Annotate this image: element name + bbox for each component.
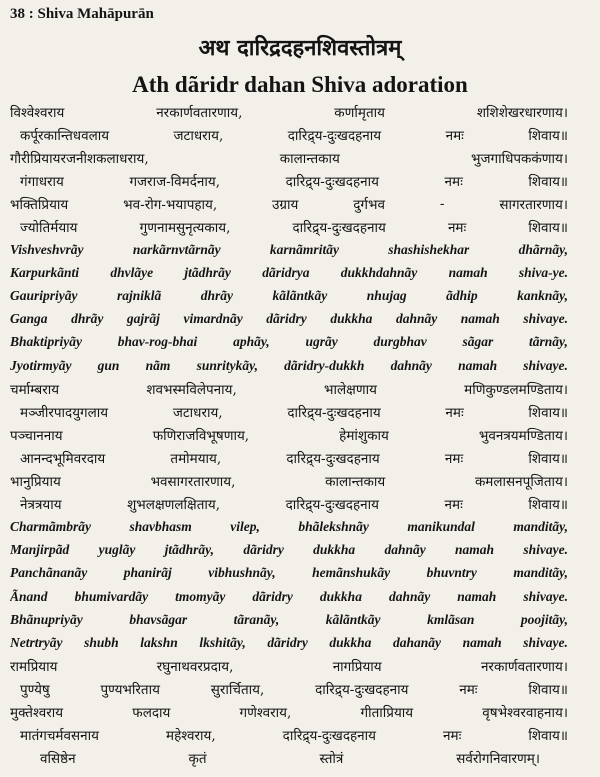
- verse-word: कर्पूरकान्तिधवलाय: [20, 127, 110, 144]
- verse-word: कालान्तकाय: [279, 150, 340, 167]
- verse-word: dãridry: [252, 588, 293, 604]
- transliteration-line: [10, 516, 568, 539]
- verse-word: वृषभेश्वरवाहनाय।: [482, 704, 568, 721]
- verse-word: नमः: [443, 728, 462, 745]
- verse-word: dãridry: [266, 311, 307, 327]
- verse-word: narkãrnvtãrnãy: [132, 242, 221, 258]
- verse-line: [20, 493, 568, 516]
- verse-word: vibhushnãy,: [208, 565, 276, 581]
- verse-word: भव-रोग-भयापहाय,: [123, 196, 218, 213]
- verse-word: नरकार्णवतारणाय,: [156, 104, 243, 121]
- verse-word: सागरतारणाय।: [499, 196, 568, 213]
- verse-word: स्तोत्रं: [319, 751, 344, 768]
- verse-word: Manjirpãd: [10, 542, 70, 558]
- verse-word: भानुप्रियाय: [10, 474, 61, 491]
- transliteration-line: [10, 285, 568, 308]
- verse-word: Bhãnupriyãy: [10, 611, 83, 627]
- verse-word: manditãy,: [513, 565, 568, 581]
- verse-word: तमोमयाय,: [170, 450, 222, 467]
- verse-word: नमः: [447, 220, 467, 237]
- verse-word: namah: [458, 357, 498, 373]
- verse-line: [20, 123, 568, 146]
- verse-word: dahnãy: [384, 542, 426, 558]
- verse-word: shivaye.: [523, 542, 568, 558]
- verse-line: [20, 215, 568, 238]
- transliteration-line: [10, 262, 568, 285]
- verse-word: manikundal: [407, 519, 475, 535]
- verse-word: सुरार्चिताय,: [210, 681, 265, 698]
- verse-word: namah: [455, 542, 495, 558]
- verse-word: bhavsãgar: [129, 611, 188, 627]
- verse-line: [20, 169, 568, 192]
- verse-word: Netrtryãy: [10, 634, 63, 650]
- verse-word: शवभस्मविलेपनाय,: [146, 381, 237, 398]
- verse-word: शिवाय॥: [528, 173, 568, 190]
- verse-word: kãlãntkãy: [325, 611, 381, 627]
- verse-word: ugrãy: [305, 334, 338, 350]
- verse-word: dhrãy: [71, 311, 104, 327]
- verse-word: पुण्येषु: [20, 681, 50, 698]
- verse-word: उग्राय: [272, 196, 299, 213]
- verse-word: ज्योतिर्मयाय: [20, 220, 78, 237]
- verse-word: aphãy,: [233, 334, 270, 350]
- verse-word: dãridrya: [262, 265, 310, 281]
- verse-word: shavbhasm: [129, 519, 192, 535]
- verse-word: vilep,: [230, 519, 260, 535]
- verse-word: jtãdhrãy: [184, 265, 231, 281]
- verse-word: दुर्गभव: [353, 196, 386, 213]
- verse-word: Vishveshvrãy: [10, 242, 84, 258]
- title-devanagari: अथ दारिद्रदहनशिवस्तोत्रम्: [198, 35, 402, 61]
- verse-line: [10, 654, 568, 677]
- verse-word: dhrãy: [200, 288, 234, 304]
- verse-body: [10, 100, 568, 770]
- transliteration-line: [10, 331, 568, 354]
- verse-word: शिवाय॥: [528, 404, 568, 421]
- verse-word: jtãdhrãy,: [164, 542, 215, 558]
- verse-word: namah: [457, 588, 497, 604]
- verse-word: kanknãy,: [517, 288, 568, 304]
- verse-word: Charmãmbrãy: [10, 519, 92, 535]
- verse-word: शिवाय॥: [528, 681, 568, 698]
- verse-word: dahanãy: [393, 634, 442, 650]
- verse-word: dahnãy: [395, 311, 438, 327]
- verse-word: गीताप्रियाय: [360, 704, 414, 721]
- verse-word: जटाधराय,: [173, 127, 224, 144]
- verse-word: tmomyãy: [175, 588, 226, 604]
- verse-word: गौरीप्रियायरजनीशकलाधराय,: [10, 150, 149, 167]
- verse-word: दारिद्र्य-दुःखदहनाय: [292, 220, 386, 237]
- verse-word: गंगाधराय: [20, 173, 64, 190]
- verse-word: manditãy,: [513, 519, 568, 535]
- verse-word: Ãnand: [10, 588, 48, 604]
- verse-word: namah: [448, 265, 488, 281]
- verse-word: gajrãj: [126, 311, 160, 327]
- verse-word: tãranãy,: [233, 611, 280, 627]
- verse-line: [20, 677, 568, 700]
- verse-word: dukkha: [329, 634, 372, 650]
- verse-word: bhãlekshnãy: [298, 519, 369, 535]
- verse-word: मुक्तेश्वराय: [10, 704, 64, 721]
- transliteration-line: [10, 585, 568, 608]
- verse-word: आनन्दभूमिवरदाय: [20, 450, 106, 467]
- verse-word: vimardnãy: [183, 311, 243, 327]
- verse-word: tãrnãy,: [529, 334, 568, 350]
- verse-word: dukkhdahnãy: [340, 265, 418, 281]
- verse-line: [20, 724, 568, 747]
- verse-word: शशिशेखरधारणाय।: [476, 104, 568, 121]
- verse-word: शिवाय॥: [528, 220, 568, 237]
- verse-word: शिवाय॥: [528, 728, 568, 745]
- verse-word: dukkha: [313, 542, 356, 558]
- verse-word: नागप्रियाय: [332, 658, 382, 675]
- verse-word: Jyotirmyãy: [10, 357, 72, 373]
- verse-word: रघुनाथवरप्रदाय,: [156, 658, 234, 675]
- verse-word: शिवाय॥: [528, 450, 568, 467]
- verse-word: भालेक्षणाय: [324, 381, 377, 398]
- verse-word: sãgar: [462, 334, 494, 350]
- verse-line: [10, 470, 568, 493]
- verse-word: namah: [460, 311, 500, 327]
- verse-word: dãridry: [243, 542, 284, 558]
- transliteration-line: [10, 608, 568, 631]
- verse-word: dukkha: [330, 311, 373, 327]
- verse-word: Bhaktipriyãy: [10, 334, 83, 350]
- verse-word: दारिद्र्य-दुःखदहनाय: [282, 728, 376, 745]
- verse-word: भवसागरतारणाय,: [150, 474, 236, 491]
- verse-word: shivaye.: [523, 588, 568, 604]
- verse-word: भुवनत्रयमण्डिताय।: [478, 427, 568, 444]
- verse-word: वसिष्ठेन: [40, 751, 76, 768]
- verse-word: विश्वेश्वराय: [10, 104, 65, 121]
- verse-word: कालान्तकाय: [325, 474, 386, 491]
- verse-word: नमः: [445, 127, 464, 144]
- verse-word: bhav-rog-bhai: [117, 334, 198, 350]
- verse-line: [10, 192, 568, 215]
- verse-word: मञ्जीरपादयुगलाय: [20, 404, 109, 421]
- verse-word: gun: [97, 357, 120, 373]
- verse-word: कृतं: [188, 751, 207, 768]
- verse-word: पुण्यभरिताय: [100, 681, 160, 698]
- verse-word: durgbhav: [373, 334, 427, 350]
- verse-word: shashishekhar: [388, 242, 470, 258]
- verse-word: Karpurkãnti: [10, 265, 80, 281]
- verse-line: [40, 747, 540, 770]
- verse-word: भुजगाधिपककंणाय।: [470, 150, 568, 167]
- verse-word: मणिकुण्डलमण्डिताय।: [464, 381, 568, 398]
- verse-word: फणिराजविभूषणाय,: [152, 427, 250, 444]
- verse-word: bhumivardãy: [74, 588, 149, 604]
- verse-word: dahnãy: [390, 357, 432, 373]
- transliteration-line: [10, 354, 568, 377]
- verse-word: lkshitãy,: [199, 634, 246, 650]
- verse-word: namah: [462, 634, 502, 650]
- verse-line: [10, 423, 568, 446]
- verse-word: फलदाय: [132, 704, 171, 721]
- title-roman: Ath dãridr dahan Shiva adoration: [132, 72, 468, 97]
- verse-word: dahnãy: [388, 588, 431, 604]
- verse-word: भक्तिप्रियाय: [10, 196, 69, 213]
- verse-word: rajniklã: [117, 288, 162, 304]
- verse-word: dukkha: [319, 588, 362, 604]
- verse-word: dãridry-dukkh: [284, 357, 365, 373]
- verse-word: सर्वरोगनिवारणम्।: [456, 751, 540, 768]
- verse-word: -: [439, 195, 445, 212]
- page-header: 38 : Shiva Mahāpurān: [10, 6, 154, 22]
- verse-word: नमः: [444, 173, 463, 190]
- verse-word: ãdhip: [446, 288, 478, 304]
- verse-line: [10, 377, 568, 400]
- verse-word: shivaye.: [523, 311, 568, 327]
- verse-word: दारिद्र्य-दुःखदहनाय: [287, 127, 382, 144]
- transliteration-line: [10, 562, 568, 585]
- verse-line: [20, 400, 568, 423]
- verse-word: दारिद्र्य-दुःखदहनाय: [286, 450, 380, 467]
- verse-word: shivaye.: [523, 357, 568, 373]
- verse-word: शुभलक्षणलक्षिताय,: [127, 497, 221, 514]
- verse-word: नमः: [459, 681, 478, 698]
- verse-word: bhuvntry: [426, 565, 477, 581]
- verse-word: nhujag: [366, 288, 407, 304]
- transliteration-line: [10, 631, 568, 654]
- verse-word: नमः: [444, 497, 463, 514]
- verse-word: गणेश्वराय,: [239, 704, 292, 721]
- verse-line: [20, 446, 568, 469]
- verse-word: गजराज-विमर्दनाय,: [129, 173, 221, 190]
- verse-line: [10, 146, 568, 169]
- verse-word: गुणनामसुनृत्यकाय,: [139, 220, 231, 237]
- verse-line: [10, 100, 568, 123]
- verse-word: poojitãy,: [520, 611, 568, 627]
- verse-word: महेश्वराय,: [166, 728, 216, 745]
- verse-word: दारिद्र्य-दुःखदहनाय: [285, 497, 379, 514]
- verse-word: पञ्चाननाय: [10, 427, 63, 444]
- verse-word: दारिद्र्य-दुःखदहनाय: [315, 681, 409, 698]
- verse-word: दारिद्र्य-दुःखदहनाय: [287, 404, 381, 421]
- verse-word: कर्णामृताय: [334, 104, 386, 121]
- verse-word: चर्माम्बराय: [10, 381, 60, 398]
- verse-word: lakshn: [140, 634, 178, 650]
- verse-word: shivaye.: [523, 634, 568, 650]
- verse-word: नमः: [445, 404, 464, 421]
- verse-line: [10, 700, 568, 723]
- verse-word: Gauripriyãy: [10, 288, 78, 304]
- verse-word: दारिद्र्य-दुःखदहनाय: [285, 173, 379, 190]
- verse-word: नेत्रत्रयाय: [20, 497, 62, 514]
- verse-word: shiva-ye.: [518, 265, 568, 281]
- verse-word: शिवाय॥: [528, 497, 568, 514]
- verse-word: नमः: [444, 450, 464, 467]
- verse-word: phanirãj: [123, 565, 172, 581]
- transliteration-line: [10, 308, 568, 331]
- verse-word: dhvlãye: [110, 265, 154, 281]
- verse-word: मातंगचर्मवसनाय: [20, 728, 99, 745]
- verse-word: karnãmritãy: [269, 242, 339, 258]
- verse-word: शिवाय॥: [528, 127, 568, 144]
- verse-word: जटाधराय,: [172, 404, 223, 421]
- verse-word: नरकार्णवतारणाय।: [480, 658, 568, 675]
- verse-word: रामप्रियाय: [10, 658, 58, 675]
- verse-word: yuglãy: [98, 542, 136, 558]
- verse-word: sunritykãy,: [196, 357, 258, 373]
- verse-word: Ganga: [10, 311, 48, 327]
- verse-word: dãridry: [267, 634, 308, 650]
- verse-word: kmlãsan: [427, 611, 475, 627]
- verse-word: nãm: [145, 357, 171, 373]
- transliteration-line: [10, 539, 568, 562]
- verse-word: कमलासनपूजिताय।: [474, 474, 568, 491]
- verse-word: Panchãnanãy: [10, 565, 88, 581]
- verse-word: हेमांशुकाय: [339, 427, 389, 444]
- verse-word: shubh: [84, 634, 119, 650]
- verse-word: dhãrnãy,: [518, 242, 568, 258]
- transliteration-line: [10, 239, 568, 262]
- verse-word: kãlãntkãy: [272, 288, 328, 304]
- verse-word: hemãnshukãy: [312, 565, 391, 581]
